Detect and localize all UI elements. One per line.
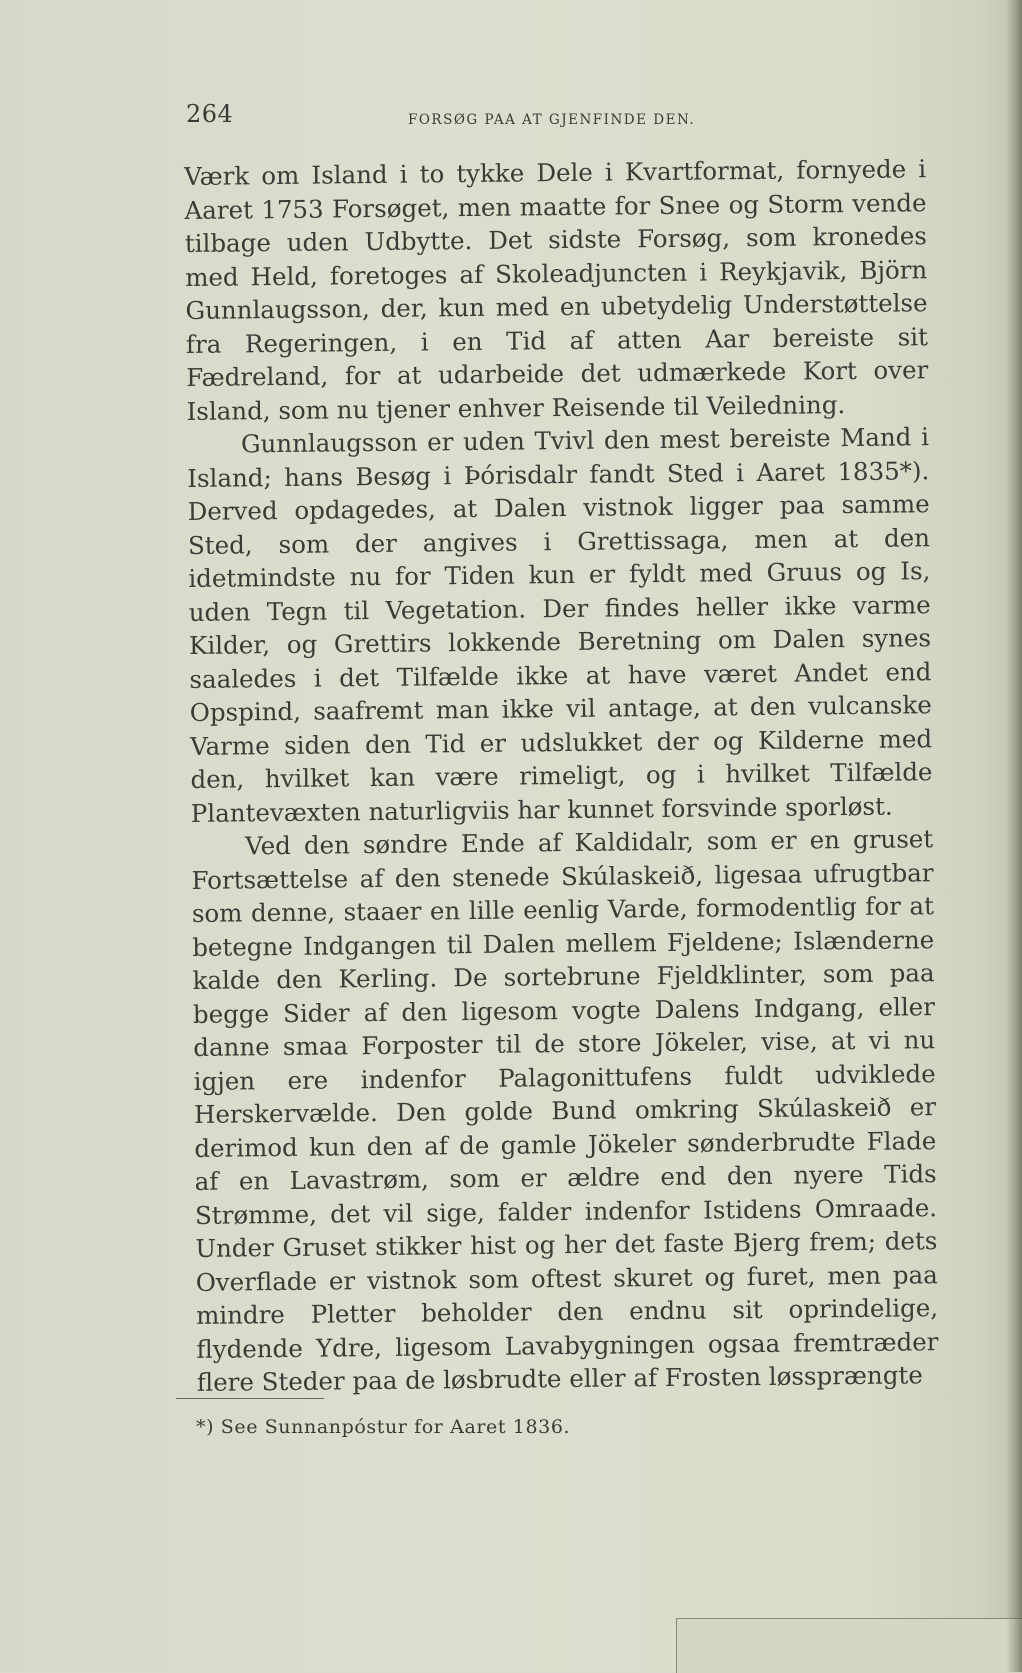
page-number: 264 bbox=[186, 100, 234, 128]
next-page-edge bbox=[676, 1618, 1022, 1673]
body-text bbox=[184, 152, 939, 1399]
running-head: FORSØG PAA AT GJENFINDE DEN. bbox=[408, 112, 696, 128]
paragraph-1: Værk om Island i to tykke Dele i Kvartformat, fornyede i Aaret 1753 Forsøget, men maatte for Snee og Storm vende tilbage uden Udbytte. Det sidste Forsøg, som kronedes med Held, foretoges af Skoleadjuncten i Reykjavik, Björn Gunnlaugsson, der, kun med en ubetydelig Understøttelse fra Regeringen, i en Tid af atten Aar bereiste sit Fædreland, for at udarbeide det udmærkede Kort over Island, som nu tjener enhver Reisende til Veiledning. bbox=[184, 154, 929, 426]
paragraph-3: Ved den søndre Ende af Kaldidalr, som er en gruset Fortsættelse af den stenede Skúlaskeið, ligesaa ufrugtbar som denne, staaer en lille eenlig Varde, formodentlig for at betegne Indgangen til Dalen mellem Fjeldene; Islænderne kalde den Kerling. De sortebrune Fjeldklinter, som paa begge Sider af den ligesom vogte Dalens Indgang, eller danne smaa Forposter til de store Jökeler, vise, at vi nu igjen ere indenfor Palagonittufens fuldt udviklede Herskervælde. Den golde Bund omkring Skúlaskeið er derimod kun den af de gamle Jökeler sønderbrudte Flade af en Lavastrøm, som er ældre end den nyere Tids Strømme, det vil sige, falder indenfor Istidens Omraade. Under Gruset stikker hist og her det faste Bjerg frem; dets Overflade er vistnok som oftest skuret og furet, men paa mindre Pletter beholder den endnu sit oprindelige, flydende Ydre, ligesom Lavabygningen ogsaa fremtræder flere Steder paa de løsbrudte eller af Frosten løssprængte bbox=[191, 824, 939, 1397]
footnote: *) See Sunnanpóstur for Aaret 1836. bbox=[196, 1416, 571, 1438]
page-header bbox=[186, 100, 926, 140]
footnote-rule bbox=[176, 1398, 324, 1399]
paragraph-2: Gunnlaugsson er uden Tvivl den mest bereiste Mand i Island; hans Besøg i Þórisdalr fandt Sted i Aaret 1835*). Derved opdagedes, at Dalen vistnok ligger paa samme Sted, som der angives i Grettissaga, men at den idetmindste nu for Tiden kun er fyldt med Gruus og Is, uden Tegn til Vegetation. Der findes heller ikke varme Kilder, og Grettirs lokkende Beretning om Dalen synes saaledes i det Tilfælde ikke at have været Andet end Opspind, saafremt man ikke vil antage, at den vulcanske Varme siden den Tid er udslukket der og Kilderne med den, hvilket kan være rimeligt, og i hvilket Tilfælde Plantevæxten naturligviis har kunnet forsvinde sporløst. bbox=[187, 422, 933, 828]
page-edge-shadow bbox=[1006, 0, 1022, 1672]
